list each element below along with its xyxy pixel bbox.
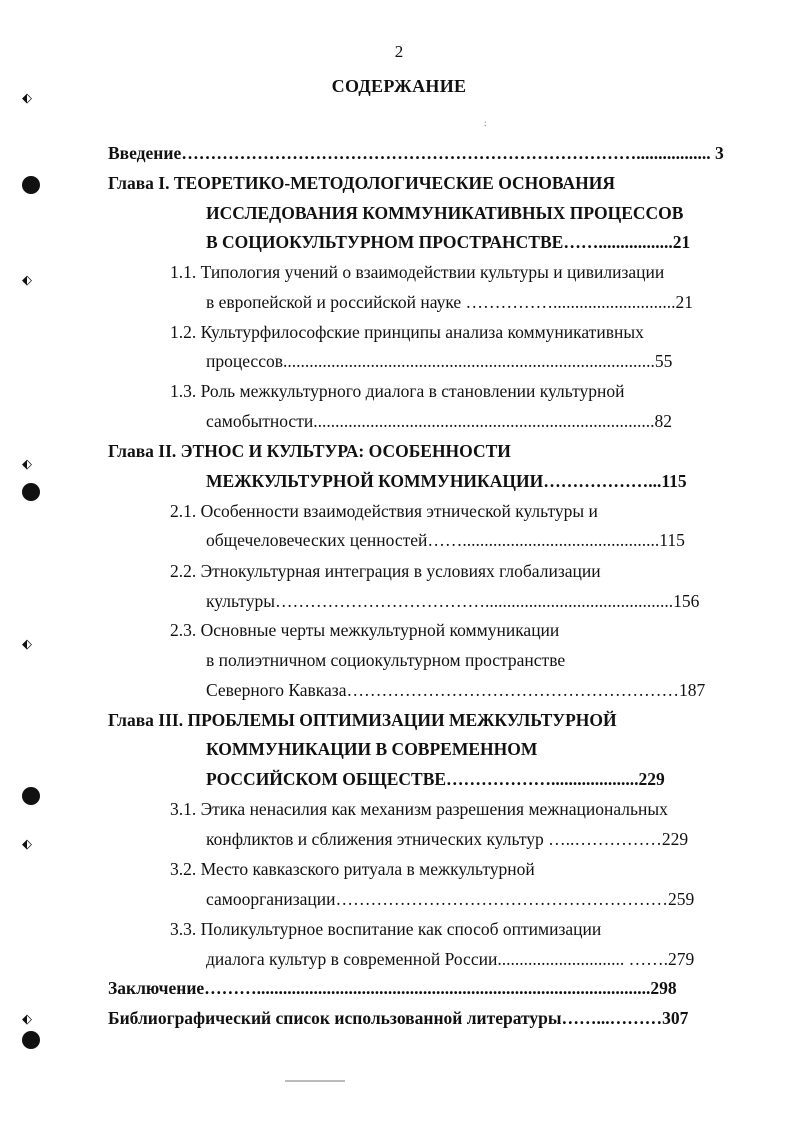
toc-section-2-2-line-2: культуры………………………………...........................................156 [206,591,700,611]
toc-section-3-3: 3.3. Поликультурное воспитание как способ оптимизации [170,919,602,939]
toc-section-3-1-line-2: конфликтов и сближения этнических культур …..……………229 [206,829,689,849]
binder-mark: ⬖ [22,1011,32,1026]
toc-section-3-3-line-2: диалога культур в современной России............................. …….279 [206,949,695,969]
toc-section-1-1: 1.1. Типология учений о взаимодействии культуры и цивилизации [170,262,665,282]
toc-chapter-2-heading-line-2: МЕЖКУЛЬТУРНОЙ КОММУНИКАЦИИ………………...115 [206,471,687,491]
page-title: СОДЕРЖАНИЕ [331,76,467,96]
binder-mark: ⬖ [22,456,32,471]
toc-chapter-1-heading-line-2: ИССЛЕДОВАНИЯ КОММУНИКАТИВНЫХ ПРОЦЕССОВ [206,203,684,223]
binder-hole [22,1031,40,1049]
toc-section-1-3-line-2: самобытности..............................................................................82 [206,411,672,431]
binder-hole [22,176,40,194]
toc-section-2-3: 2.3. Основные черты межкультурной коммуникации [170,620,560,640]
binder-hole [22,483,40,501]
binder-mark: ⬖ [22,836,32,851]
binder-mark: ⬖ [22,272,32,287]
toc-entry-bibliography: Библиографический список использованной литературы……...………307 [108,1008,689,1028]
toc-entry-introduction: Введение……………………………………………………………………................. 3 [108,143,724,163]
toc-chapter-3-heading-line-2: КОММУНИКАЦИИ В СОВРЕМЕННОМ [206,739,538,759]
toc-section-2-1-line-2: общечеловеческих ценностей…….............................................115 [206,530,685,550]
toc-chapter-3-heading-line-3: РОССИЙСКОМ ОБЩЕСТВЕ………………....................229 [206,769,665,789]
toc-section-3-2-line-2: самоорганизации…………………………………………………259 [206,889,695,909]
binder-hole [22,787,40,805]
toc-section-3-1: 3.1. Этика ненасилия как механизм разрешения межнациональных [170,799,668,819]
toc-section-2-1: 2.1. Особенности взаимодействия этнической культуры и [170,501,598,521]
toc-chapter-1-heading: Глава I. ТЕОРЕТИКО-МЕТОДОЛОГИЧЕСКИЕ ОСНОВАНИЯ [108,173,615,193]
page-number: 2 [394,42,404,61]
toc-section-1-2: 1.2. Культурфилософские принципы анализа коммуникативных [170,322,644,342]
scan-smudge [285,1080,345,1082]
toc-section-1-3: 1.3. Роль межкультурного диалога в становлении культурной [170,381,625,401]
binder-mark: ⬖ [22,636,32,651]
toc-section-3-2: 3.2. Место кавказского ритуала в межкультурной [170,859,535,879]
toc-chapter-2-heading: Глава II. ЭТНОС И КУЛЬТУРА: ОСОБЕННОСТИ [108,441,511,461]
toc-section-2-3-line-3: Северного Кавказа…………………………………………………187 [206,680,706,700]
toc-entry-conclusion: Заключение………..........................................................................................298 [108,978,677,998]
binder-mark: ⬖ [22,90,32,105]
toc-section-2-2: 2.2. Этнокультурная интеграция в условиях глобализации [170,561,601,581]
toc-chapter-3-heading: Глава III. ПРОБЛЕМЫ ОПТИМИЗАЦИИ МЕЖКУЛЬТУРНОЙ [108,710,617,730]
toc-section-2-3-line-2: в полиэтничном социокультурном пространстве [206,650,566,670]
toc-chapter-1-heading-line-3: В СОЦИОКУЛЬТУРНОМ ПРОСТРАНСТВЕ…….................21 [206,232,691,252]
scan-speck: : [484,118,487,128]
toc-section-1-2-line-2: процессов.....................................................................................55 [206,351,673,371]
toc-section-1-1-line-2: в европейской и российской науке ……………............................21 [206,292,694,312]
